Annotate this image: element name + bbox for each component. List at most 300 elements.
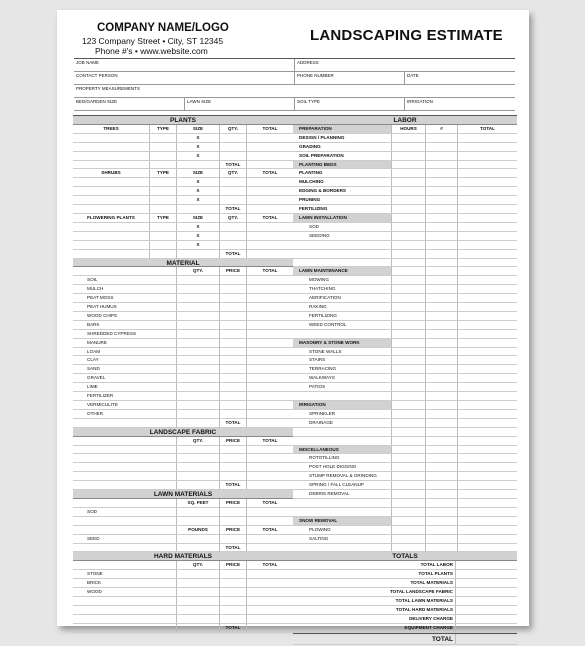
total-cell[interactable] <box>457 241 517 249</box>
total-cell[interactable] <box>457 481 517 489</box>
hours-cell[interactable] <box>391 535 425 543</box>
qty-cell[interactable] <box>219 143 246 151</box>
total-cell[interactable] <box>246 321 293 329</box>
count-cell[interactable] <box>425 472 457 480</box>
hours-cell[interactable] <box>391 152 425 160</box>
hours-cell[interactable] <box>391 259 425 267</box>
hours-cell[interactable] <box>391 303 425 311</box>
hours-cell[interactable] <box>391 348 425 356</box>
size-mark[interactable]: X <box>176 152 219 160</box>
total-cell[interactable] <box>457 232 517 240</box>
qty-cell[interactable] <box>219 232 246 240</box>
total-cell[interactable] <box>246 178 293 186</box>
price-cell[interactable] <box>219 597 246 605</box>
irrigation-field[interactable] <box>404 98 515 110</box>
labor-item-label[interactable] <box>293 259 391 267</box>
qty-cell[interactable] <box>176 446 219 454</box>
hours-cell[interactable] <box>391 454 425 462</box>
total-cell[interactable] <box>246 463 293 471</box>
total-cell[interactable] <box>457 428 517 436</box>
item-label[interactable] <box>73 606 176 614</box>
qty-cell[interactable] <box>219 187 246 195</box>
price-cell[interactable] <box>219 615 246 623</box>
hours-cell[interactable] <box>391 178 425 186</box>
qty-cell[interactable] <box>176 606 219 614</box>
price-cell[interactable] <box>219 285 246 293</box>
qty-cell[interactable] <box>219 223 246 231</box>
qty-cell[interactable] <box>176 285 219 293</box>
count-cell[interactable] <box>425 169 457 177</box>
total-cell[interactable] <box>246 544 293 552</box>
qty-cell[interactable] <box>176 321 219 329</box>
totals-value-cell[interactable] <box>455 588 517 596</box>
hours-cell[interactable] <box>391 223 425 231</box>
hours-cell[interactable] <box>391 508 425 516</box>
count-cell[interactable] <box>425 205 457 213</box>
total-cell[interactable] <box>457 419 517 427</box>
type-cell[interactable] <box>149 134 176 142</box>
hours-cell[interactable] <box>391 143 425 151</box>
total-cell[interactable] <box>457 134 517 142</box>
count-cell[interactable] <box>425 508 457 516</box>
table-cell[interactable] <box>73 517 176 525</box>
totals-value-cell[interactable] <box>455 606 517 614</box>
price-cell[interactable] <box>219 606 246 614</box>
price-cell[interactable] <box>219 312 246 320</box>
price-cell[interactable] <box>219 401 246 409</box>
total-cell[interactable] <box>246 330 293 338</box>
table-cell[interactable] <box>219 535 246 543</box>
totals-value-cell[interactable] <box>455 561 517 569</box>
total-cell[interactable] <box>246 446 293 454</box>
total-cell[interactable] <box>246 570 293 578</box>
job-name-field[interactable] <box>74 59 294 71</box>
qty-cell[interactable] <box>176 615 219 623</box>
item-label[interactable] <box>73 597 176 605</box>
qty-cell[interactable] <box>219 241 246 249</box>
type-cell[interactable] <box>149 223 176 231</box>
hours-cell[interactable] <box>391 187 425 195</box>
total-cell[interactable] <box>246 223 293 231</box>
price-cell[interactable] <box>219 472 246 480</box>
price-cell[interactable] <box>219 392 246 400</box>
hours-cell[interactable] <box>391 419 425 427</box>
count-cell[interactable] <box>425 321 457 329</box>
hours-cell[interactable] <box>391 241 425 249</box>
total-cell[interactable] <box>246 276 293 284</box>
total-cell[interactable] <box>246 615 293 623</box>
qty-cell[interactable] <box>176 597 219 605</box>
qty-cell[interactable] <box>219 152 246 160</box>
price-cell[interactable] <box>219 374 246 382</box>
total-cell[interactable] <box>246 143 293 151</box>
count-cell[interactable] <box>425 437 457 445</box>
qty-cell[interactable] <box>176 472 219 480</box>
labor-item-label[interactable] <box>293 241 391 249</box>
price-cell[interactable] <box>219 365 246 373</box>
total-cell[interactable] <box>457 223 517 231</box>
total-cell[interactable] <box>457 187 517 195</box>
hours-cell[interactable] <box>391 544 425 552</box>
count-cell[interactable] <box>425 250 457 258</box>
count-cell[interactable] <box>425 196 457 204</box>
type-cell[interactable] <box>149 241 176 249</box>
table-cell[interactable] <box>176 517 219 525</box>
count-cell[interactable] <box>425 535 457 543</box>
total-cell[interactable] <box>246 606 293 614</box>
totals-value-cell[interactable] <box>455 615 517 623</box>
hours-cell[interactable] <box>391 383 425 391</box>
total-cell[interactable] <box>457 321 517 329</box>
labor-item-label[interactable] <box>293 544 391 552</box>
price-cell[interactable] <box>219 330 246 338</box>
total-cell[interactable] <box>457 196 517 204</box>
material-total-row <box>73 419 293 428</box>
count-cell[interactable] <box>425 463 457 471</box>
qty-cell[interactable] <box>176 303 219 311</box>
count-cell[interactable] <box>425 481 457 489</box>
qty-cell[interactable] <box>219 178 246 186</box>
phone-number-field[interactable] <box>294 72 404 84</box>
labor-item-label[interactable] <box>293 428 391 436</box>
labor-item-label[interactable] <box>293 508 391 516</box>
hours-cell[interactable] <box>391 134 425 142</box>
soil-type-field[interactable] <box>294 98 404 110</box>
total-cell[interactable] <box>246 196 293 204</box>
total-cell[interactable] <box>246 356 293 364</box>
total-cell[interactable] <box>457 285 517 293</box>
total-cell[interactable] <box>457 143 517 151</box>
total-cell[interactable] <box>246 454 293 462</box>
total-cell[interactable] <box>457 544 517 552</box>
qty-cell[interactable] <box>176 276 219 284</box>
hours-cell[interactable] <box>391 392 425 400</box>
table-cell <box>176 624 219 632</box>
property-measurements-field[interactable] <box>74 85 515 97</box>
total-cell[interactable] <box>457 374 517 382</box>
item-label[interactable] <box>73 615 176 623</box>
count-cell[interactable] <box>425 526 457 534</box>
labor-item-label[interactable] <box>293 250 391 258</box>
total-cell[interactable] <box>246 348 293 356</box>
total-cell[interactable] <box>457 303 517 311</box>
count-cell[interactable] <box>425 365 457 373</box>
total-cell[interactable] <box>246 294 293 302</box>
size-mark[interactable]: X <box>176 187 219 195</box>
date-field[interactable] <box>404 72 515 84</box>
total-cell[interactable] <box>246 597 293 605</box>
labor-item-label[interactable] <box>293 392 391 400</box>
price-cell[interactable] <box>219 588 246 596</box>
total-cell[interactable] <box>457 205 517 213</box>
count-cell[interactable] <box>425 143 457 151</box>
plant-name-cell[interactable] <box>73 143 149 151</box>
price-cell[interactable] <box>219 579 246 587</box>
count-cell[interactable] <box>425 294 457 302</box>
table-cell[interactable] <box>219 508 246 516</box>
count-cell[interactable] <box>425 232 457 240</box>
count-cell[interactable] <box>425 544 457 552</box>
hours-cell[interactable] <box>391 276 425 284</box>
price-cell[interactable] <box>219 303 246 311</box>
total-cell[interactable] <box>246 579 293 587</box>
type-cell[interactable] <box>149 143 176 151</box>
item-label[interactable] <box>73 472 176 480</box>
total-cell[interactable] <box>457 330 517 338</box>
type-cell[interactable] <box>149 178 176 186</box>
size-mark[interactable]: X <box>176 143 219 151</box>
total-cell[interactable] <box>246 232 293 240</box>
qty-cell[interactable] <box>176 294 219 302</box>
labor-item-label[interactable] <box>293 437 391 445</box>
type-cell[interactable] <box>149 232 176 240</box>
total-cell[interactable] <box>246 472 293 480</box>
hours-cell[interactable] <box>391 428 425 436</box>
count-cell[interactable] <box>425 276 457 284</box>
price-cell[interactable] <box>219 321 246 329</box>
qty-cell[interactable] <box>176 454 219 462</box>
total-cell[interactable] <box>457 365 517 373</box>
count-cell[interactable] <box>425 454 457 462</box>
price-cell[interactable] <box>219 570 246 578</box>
hours-cell[interactable] <box>391 196 425 204</box>
qty-cell[interactable] <box>176 356 219 364</box>
total-cell[interactable] <box>457 312 517 320</box>
price-cell[interactable] <box>219 294 246 302</box>
labor-item-label: PLOWING <box>309 526 331 532</box>
plant-name-cell[interactable] <box>73 241 149 249</box>
size-mark[interactable]: X <box>176 223 219 231</box>
total-cell[interactable] <box>457 535 517 543</box>
hours-cell[interactable] <box>391 356 425 364</box>
total-cell[interactable] <box>246 383 293 391</box>
total-cell[interactable] <box>457 356 517 364</box>
total-cell[interactable] <box>457 463 517 471</box>
table-cell[interactable] <box>176 535 219 543</box>
total-cell[interactable] <box>457 259 517 267</box>
total-cell[interactable] <box>457 437 517 445</box>
count-cell[interactable] <box>425 303 457 311</box>
total-cell[interactable] <box>457 294 517 302</box>
lawn-size-field[interactable] <box>184 98 294 110</box>
hours-cell[interactable] <box>391 374 425 382</box>
hours-cell[interactable] <box>391 481 425 489</box>
total-cell[interactable] <box>246 401 293 409</box>
item-label[interactable] <box>73 454 176 462</box>
totals-value-cell[interactable] <box>455 624 517 632</box>
total-cell[interactable] <box>246 312 293 320</box>
size-mark[interactable]: X <box>176 178 219 186</box>
qty-cell[interactable] <box>176 312 219 320</box>
labor-item-label[interactable] <box>293 499 391 507</box>
type-cell[interactable] <box>149 152 176 160</box>
count-cell[interactable] <box>425 428 457 436</box>
count-cell[interactable] <box>425 410 457 418</box>
hours-cell[interactable] <box>391 250 425 258</box>
count-cell[interactable] <box>425 374 457 382</box>
labor-item-label[interactable] <box>293 330 391 338</box>
hours-cell[interactable] <box>391 499 425 507</box>
total-cell[interactable] <box>457 178 517 186</box>
count-cell[interactable] <box>425 499 457 507</box>
hours-cell[interactable] <box>391 490 425 498</box>
size-mark[interactable]: X <box>176 241 219 249</box>
price-cell[interactable] <box>219 446 246 454</box>
qty-cell[interactable] <box>176 401 219 409</box>
qty-cell[interactable] <box>176 588 219 596</box>
price-cell[interactable] <box>219 463 246 471</box>
qty-cell[interactable] <box>176 579 219 587</box>
item-label[interactable] <box>73 446 176 454</box>
total-cell[interactable] <box>457 526 517 534</box>
total-cell[interactable] <box>246 134 293 142</box>
table-cell[interactable] <box>246 508 293 516</box>
table-cell[interactable] <box>246 517 293 525</box>
total-cell[interactable] <box>457 508 517 516</box>
count-cell[interactable] <box>425 259 457 267</box>
total-cell[interactable] <box>246 339 293 347</box>
contact-person-field[interactable] <box>74 72 294 84</box>
size-mark[interactable]: X <box>176 232 219 240</box>
count-cell[interactable] <box>425 134 457 142</box>
totals-value-cell[interactable] <box>455 579 517 587</box>
total-cell[interactable] <box>457 276 517 284</box>
hours-cell[interactable] <box>391 294 425 302</box>
total-cell[interactable] <box>246 588 293 596</box>
total-cell[interactable] <box>457 383 517 391</box>
hours-cell[interactable] <box>391 526 425 534</box>
total-cell[interactable] <box>246 624 293 632</box>
qty-cell[interactable] <box>176 463 219 471</box>
total-cell[interactable] <box>457 169 517 177</box>
count-cell[interactable] <box>425 178 457 186</box>
qty-cell[interactable] <box>176 374 219 382</box>
plant-name-cell[interactable] <box>73 152 149 160</box>
price-cell[interactable] <box>219 454 246 462</box>
total-cell[interactable] <box>246 374 293 382</box>
total-cell[interactable] <box>457 348 517 356</box>
total-cell[interactable] <box>457 392 517 400</box>
qty-cell[interactable] <box>176 365 219 373</box>
bed-garden-size-field[interactable] <box>74 98 184 110</box>
count-cell[interactable] <box>425 356 457 364</box>
total-cell[interactable] <box>457 472 517 480</box>
hours-cell[interactable] <box>391 437 425 445</box>
size-mark[interactable]: X <box>176 196 219 204</box>
total-cell[interactable] <box>246 392 293 400</box>
total-cell[interactable] <box>246 241 293 249</box>
price-cell[interactable] <box>219 410 246 418</box>
count-cell[interactable] <box>425 223 457 231</box>
qty-cell[interactable] <box>176 392 219 400</box>
hours-cell[interactable] <box>391 321 425 329</box>
hours-cell[interactable] <box>391 285 425 293</box>
total-cell[interactable] <box>246 410 293 418</box>
total-cell[interactable] <box>246 161 293 169</box>
hours-cell[interactable] <box>391 205 425 213</box>
total-cell[interactable] <box>246 303 293 311</box>
totals-value-cell[interactable] <box>455 597 517 605</box>
price-cell[interactable] <box>219 356 246 364</box>
total-cell[interactable] <box>457 490 517 498</box>
price-cell[interactable] <box>219 339 246 347</box>
total-cell[interactable] <box>246 152 293 160</box>
hours-cell[interactable] <box>391 410 425 418</box>
count-cell[interactable] <box>425 330 457 338</box>
total-cell[interactable] <box>457 499 517 507</box>
type-cell[interactable] <box>149 196 176 204</box>
plant-name-cell[interactable] <box>73 196 149 204</box>
labor-subsection-header <box>293 339 517 348</box>
labor-col-header <box>293 125 517 134</box>
plant-name-cell[interactable] <box>73 223 149 231</box>
count-cell[interactable] <box>425 152 457 160</box>
price-cell[interactable] <box>219 276 246 284</box>
qty-cell[interactable] <box>176 410 219 418</box>
table-cell[interactable] <box>176 508 219 516</box>
item-label[interactable] <box>73 463 176 471</box>
total-cell[interactable] <box>246 419 293 427</box>
size-mark[interactable]: X <box>176 134 219 142</box>
price-cell[interactable] <box>219 383 246 391</box>
hours-cell[interactable] <box>391 312 425 320</box>
total-cell[interactable] <box>457 250 517 258</box>
total-cell[interactable] <box>246 250 293 258</box>
table-cell[interactable] <box>246 535 293 543</box>
price-cell[interactable] <box>219 348 246 356</box>
plant-name-cell[interactable] <box>73 232 149 240</box>
hours-cell[interactable] <box>391 463 425 471</box>
qty-cell[interactable] <box>176 383 219 391</box>
hours-cell[interactable] <box>391 330 425 338</box>
qty-cell[interactable] <box>176 570 219 578</box>
total-cell[interactable] <box>246 481 293 489</box>
total-cell[interactable] <box>246 285 293 293</box>
hours-cell[interactable] <box>391 169 425 177</box>
count-cell[interactable] <box>425 383 457 391</box>
qty-cell[interactable] <box>176 330 219 338</box>
total-cell[interactable] <box>246 365 293 373</box>
plant-name-cell[interactable] <box>73 134 149 142</box>
count-cell[interactable] <box>425 490 457 498</box>
qty-cell[interactable] <box>176 348 219 356</box>
count-cell[interactable] <box>425 241 457 249</box>
table-cell[interactable] <box>219 517 246 525</box>
count-cell[interactable] <box>425 348 457 356</box>
hours-cell[interactable] <box>391 365 425 373</box>
count-cell[interactable] <box>425 419 457 427</box>
total-cell[interactable] <box>457 454 517 462</box>
hours-cell[interactable] <box>391 472 425 480</box>
total-cell[interactable] <box>457 152 517 160</box>
total-cell[interactable] <box>457 410 517 418</box>
qty-cell[interactable] <box>219 196 246 204</box>
qty-cell[interactable] <box>176 339 219 347</box>
count-cell[interactable] <box>425 187 457 195</box>
hours-cell[interactable] <box>391 232 425 240</box>
type-cell[interactable] <box>149 187 176 195</box>
count-cell[interactable] <box>425 312 457 320</box>
count-cell[interactable] <box>425 392 457 400</box>
total-cell[interactable] <box>246 205 293 213</box>
count-cell[interactable] <box>425 285 457 293</box>
total-cell[interactable] <box>246 187 293 195</box>
address-field[interactable] <box>294 59 515 71</box>
totals-value-cell[interactable] <box>455 570 517 578</box>
qty-cell[interactable] <box>219 134 246 142</box>
plant-name-cell[interactable] <box>73 187 149 195</box>
plant-name-cell[interactable] <box>73 178 149 186</box>
